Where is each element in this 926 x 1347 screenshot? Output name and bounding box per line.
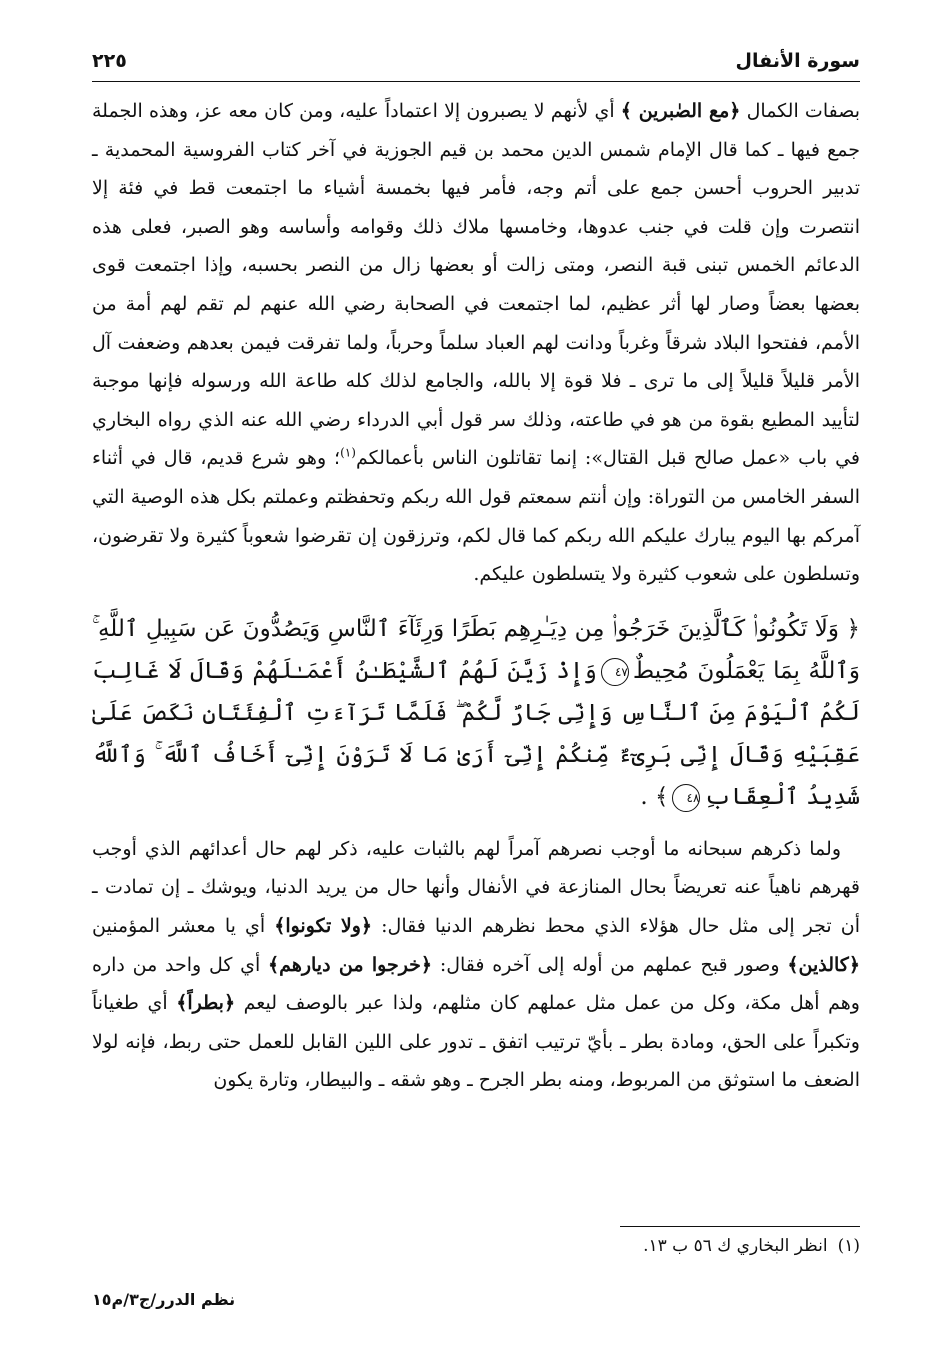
running-header xyxy=(92,48,860,82)
main-text xyxy=(92,92,860,1100)
p2-text-3: وصور قبح عملهم من أوله إلى آخره فقال: xyxy=(432,953,788,976)
p2-text-2: أي يا معشر المؤمنين xyxy=(92,914,275,937)
p2-quote-4: ﴿بطراً﴾ xyxy=(176,992,236,1015)
page-number: ٢٢٥ xyxy=(92,50,127,72)
quran-verses xyxy=(92,608,860,818)
p2-quote-2: ﴿كالذين﴾ xyxy=(787,953,860,976)
ayah-number-48: ٤٨ xyxy=(672,784,700,812)
footer-signature: نظم الدرر/ج٣/م١٥ xyxy=(92,1290,236,1309)
p1-text-2: أي لأنهم لا يصبرون إلا اعتماداً عليه، ومن كان معه عز، وهذه الجملة جمع فيها ـ كما قال الإمام شمس الدين محمد بن قيم الجوزية في آخر كتاب الفروسية المحمدية ـ تدبير الحروب أحسن جمع على أتم وجه، فأمر فيها بخمسة أشياء ما اجتمعت قط في فئة إلا انتصرت وإن قلت في جنب عدوها، وخامسها ملاك ذلك وقوامه وأساسه وهو الصبر، فعلى هذه الدعائم الخمس تبنى قبة النصر، ومتى زالت أو بعضها زال من النصر بحسبه، وإذا اجتمعت قوى بعضها بعضاً وصار لها أثر عظيم، لما اجتمعت في الصحابة رضي الله عنهم لم تقم لهم أمة من الأمم، ففتحوا البلاد شرقاً وغرباً ودانت لهم العباد سلماً وحرباً، ولما تفرقت فيمن بعدهم وضعفت آل الأمر قليلاً قليلاً إلى ما ترى ـ فلا قوة إلا بالله، والجامع لذلك كله طاعة الله ورسوله فإنها موجبة لتأييد المطيع بقوة من هو في طاعته، وذلك سر قول أبي الدرداء رضي الله عنه الذي رواه البخاري في باب «عمل صالح قبل القتال»: إنما تقاتلون الناس بأعمالكم xyxy=(92,100,860,470)
paragraph-2 xyxy=(92,830,860,1100)
footnote-reference[interactable]: (١) xyxy=(340,446,356,461)
ayah-number-47: ٤٧ xyxy=(601,658,629,686)
verse-open-bracket: ﴿ xyxy=(846,615,861,642)
surah-title: سورة الأنفال xyxy=(735,50,860,72)
ayah-48-text: وَإِذْ زَيَّنَ لَهُمُ ٱلشَّيْطَـٰنُ أَعْمَـٰلَهُمْ وَقَالَ لَا غَالِبَ لَكُمُ ٱلْيَوْمَ مِنَ ٱلنَّاسِ وَإِنِّى جَارٌ لَّكُمْ ۖ فَلَمَّا تَرَآءَتِ ٱلْفِئَتَانِ نَكَصَ عَلَىٰ عَقِبَيْهِ وَقَالَ إِنِّى بَرِىٓءٌ مِّنكُمْ إِنِّىٓ أَرَىٰ مَا لَا تَرَوْنَ إِنِّىٓ أَخَافُ ٱللَّهَ ۚ وَٱللَّهُ شَدِيدُ ٱلْعِقَابِ xyxy=(92,657,860,810)
footnote-number: (١) xyxy=(837,1236,860,1256)
footnote xyxy=(92,1236,860,1256)
p2-quote-1: ﴿ولا تكونوا﴾ xyxy=(274,914,373,937)
ayah-47-text: وَلَا تَكُونُوا۟ كَٱلَّذِينَ خَرَجُوا۟ مِن دِيَـٰرِهِم بَطَرًا وَرِئَآءَ ٱلنَّاسِ وَيَصُدُّونَ عَن سَبِيلِ ٱللَّهِ ۚ وَٱللَّهُ بِمَا يَعْمَلُونَ مُحِيطٌ xyxy=(92,615,861,684)
verse-close-bracket: ﴾ . xyxy=(640,783,669,810)
footnote-divider xyxy=(620,1226,860,1227)
p1-text-3: ؛ وهو شرع قديم، قال في أثناء السفر الخامس من التوراة: وإن أنتم سمعتم قول الله ربكم وتحفظتم وعملتم بكل هذه الوصية التي آمركم بها اليوم يبارك عليكم الله ربكم كما قال لكم، وترزقون إن تقرضوا شعوباً كثيرة ولا تقرضون، وتسلطون على شعوب كثيرة ولا يتسلطون عليكم. xyxy=(92,447,860,586)
paragraph-1 xyxy=(92,92,860,594)
p2-quote-3: ﴿خرجوا من ديارهم﴾ xyxy=(268,953,433,976)
p1-text-1: بصفات الكمال xyxy=(740,100,860,122)
footnote-text: انظر البخاري ك ٥٦ ب ١٣. xyxy=(643,1236,828,1256)
header-divider xyxy=(92,81,860,82)
p1-quran-quote: ﴿مع الصٰبرين ﴾ xyxy=(620,100,741,122)
p2-text-1: ولما ذكرهم سبحانه ما أوجب نصرهم آمراً لهم بالثبات عليه، ذكر لهم حال أعدائهم الذي أوجب قهرهم ناهياً عنه تعريضاً بحال المنازعة في الأنفال وأنها حال من يريد الدنيا، ويوشك ـ إن تمادت ـ أن تجر إلى مثل حال هؤلاء الذي محط نظرهم الدنيا فقال: xyxy=(92,837,860,937)
p2-text-4: أي كل واحد من داره وهم أهل مكة، وكل من عمل مثل عملهم كان مثلهم، ولذا عبر بالوصف ليعم xyxy=(92,953,860,1015)
p2-text-5: أي طغياناً وتكبراً على الحق، ومادة بطر ـ بأيّ ترتيب اتفق ـ تدور على اللين القابل للعمل حتى ربط، فإنه لولا الضعف ما استوثق من المربوط، ومنه بطر الجرح ـ وهو شقه ـ والبيطار، وتارة يكون xyxy=(92,992,860,1092)
